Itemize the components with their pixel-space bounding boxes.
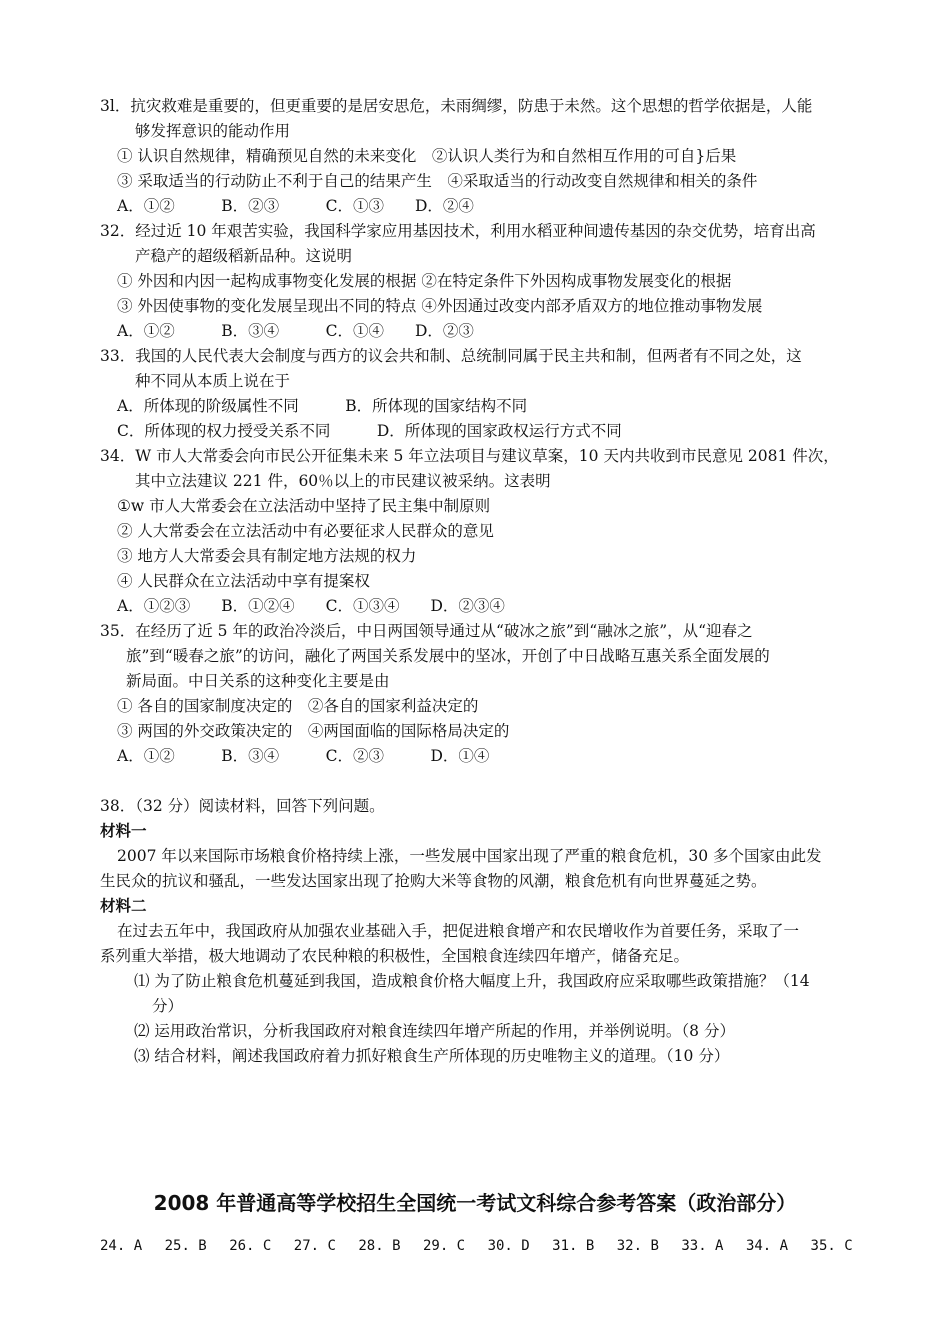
answer-item: 31. B [552, 1238, 595, 1254]
q38-sub1-line1: ⑴ 为了防止粮食危机蔓延到我国，造成粮食价格大幅度上升，我国政府应采取哪些政策措施？（14 [134, 972, 810, 990]
q35-option-line1: ① 各自的国家制度决定的 ②各自的国家利益决定的 [117, 697, 479, 715]
material-1-title: 材料一 [100, 821, 147, 840]
answer-item: 35. C [810, 1238, 853, 1254]
answer-item: 30. D [487, 1238, 530, 1254]
answer-item: 24. A [100, 1238, 143, 1254]
material-2-line1: 在过去五年中，我国政府从加强农业基础入手，把促进粮食增产和农民增收作为首要任务，采取了一 [117, 922, 800, 940]
q32-choices: A．①② B．③④ C．①④ D．②③ [117, 322, 474, 340]
material-2-title: 材料二 [100, 896, 147, 915]
q34-option-3: ③ 地方人大常委会具有制定地方法规的权力 [117, 547, 417, 565]
material-1-line1: 2007 年以来国际市场粮食价格持续上涨，一些发展中国家出现了严重的粮食危机，30 多个国家由此发 [117, 847, 822, 865]
answer-item: 25. B [164, 1238, 207, 1254]
answer-item: 29. C [422, 1238, 466, 1254]
q34-stem-line2: 其中立法建议 221 件，60％以上的市民建议被采纳。这表明 [135, 472, 551, 490]
answer-item: 33. A [681, 1238, 724, 1254]
answer-item: 34. A [745, 1238, 789, 1254]
q35-stem-line3: 新局面。中日关系的这种变化主要是由 [126, 672, 390, 690]
answer-item: 32. B [616, 1238, 659, 1254]
q31-stem-line2: 够发挥意识的能动作用 [135, 122, 291, 140]
answer-key-title: 2008 年普通高等学校招生全国统一考试文科综合参考答案（政治部分） [153, 1191, 797, 1215]
q38-sub2: ⑵ 运用政治常识，分析我国政府对粮食连续四年增产所起的作用，并举例说明。（8 分） [134, 1022, 735, 1040]
q31-option-line2: ③ 采取适当的行动防止不利于自己的结果产生 ④采取适当的行动改变自然规律和相关的条件 [117, 172, 758, 190]
answer-item: 28. B [358, 1238, 401, 1254]
answer-key-list [100, 1238, 867, 1254]
answer-item: 27. C [293, 1238, 336, 1254]
q31-stem-line1: 3l．抗灾救难是重要的，但更重要的是居安思危，未雨绸缪，防患于未然。这个思想的哲学依据是，人能 [100, 97, 813, 115]
q33-option-line1: A．所体现的阶级属性不同 B．所体现的国家结构不同 [117, 397, 528, 415]
material-1-line2: 生民众的抗议和骚乱，一些发达国家出现了抢购大米等食物的风潮，粮食危机有向世界蔓延之势。 [100, 872, 767, 890]
q34-option-1: ①w 市人大常委会在立法活动中坚持了民主集中制原则 [117, 497, 491, 515]
q33-stem-line1: 33．我国的人民代表大会制度与西方的议会共和制、总统制同属于民主共和制，但两者有不同之处，这 [100, 347, 802, 365]
q34-option-4: ④ 人民群众在立法活动中享有提案权 [117, 572, 370, 590]
q32-option-line1: ① 外因和内因一起构成事物变化发展的根据 ②在特定条件下外因构成事物发展变化的根据 [117, 272, 732, 290]
answer-item: 26. C [229, 1238, 272, 1254]
q34-option-2: ② 人大常委会在立法活动中有必要征求人民群众的意见 [117, 522, 494, 540]
q33-option-line2: C．所体现的权力授受关系不同 D．所体现的国家政权运行方式不同 [117, 422, 622, 440]
q35-choices: A．①② B．③④ C．②③ D．①④ [117, 747, 490, 765]
q35-stem-line2: 旅”到“暖春之旅”的访问，融化了两国关系发展中的坚冰，开创了中日战略互惠关系全面发展的 [126, 647, 770, 665]
q35-option-line2: ③ 两国的外交政策决定的 ④两国面临的国际格局决定的 [117, 722, 510, 740]
material-2-line2: 系列重大举措，极大地调动了农民种粮的积极性，全国粮食连续四年增产，储备充足。 [100, 947, 690, 965]
q32-option-line2: ③ 外因使事物的变化发展呈现出不同的特点 ④外因通过改变内部矛盾双方的地位推动事物发展 [117, 297, 763, 315]
q34-choices: A．①②③ B．①②④ C．①③④ D．②③④ [117, 597, 505, 615]
q38-sub1-line2: 分） [152, 997, 184, 1015]
q32-stem-line2: 产稳产的超级稻新品种。这说明 [135, 247, 353, 265]
q38-stem: 38．（32 分）阅读材料，回答下列问题。 [100, 797, 385, 815]
q34-stem-line1: 34．W 市人大常委会向市民公开征集未来 5 年立法项目与建议草案，10 天内共收到市民意见 2081 件次， [100, 447, 839, 465]
q31-option-line1: ① 认识自然规律，精确预见自然的未来变化 ②认识人类行为和自然相互作用的可自}后果 [117, 147, 737, 165]
q35-stem-line1: 35．在经历了近 5 年的政治冷淡后，中日两国领导通过从“破冰之旅”到“融冰之旅”，从“迎春之 [100, 622, 753, 640]
q31-choices: A．①② B．②③ C．①③ D．②④ [117, 197, 474, 215]
q38-sub3: ⑶ 结合材料，阐述我国政府着力抓好粮食生产所体现的历史唯物主义的道理。（10 分） [134, 1047, 730, 1065]
q32-stem-line1: 32．经过近 10 年艰苦实验，我国科学家应用基因技术，利用水稻亚种间遗传基因的杂交优势，培育出高 [100, 222, 816, 240]
q33-stem-line2: 种不同从本质上说在于 [135, 372, 291, 390]
